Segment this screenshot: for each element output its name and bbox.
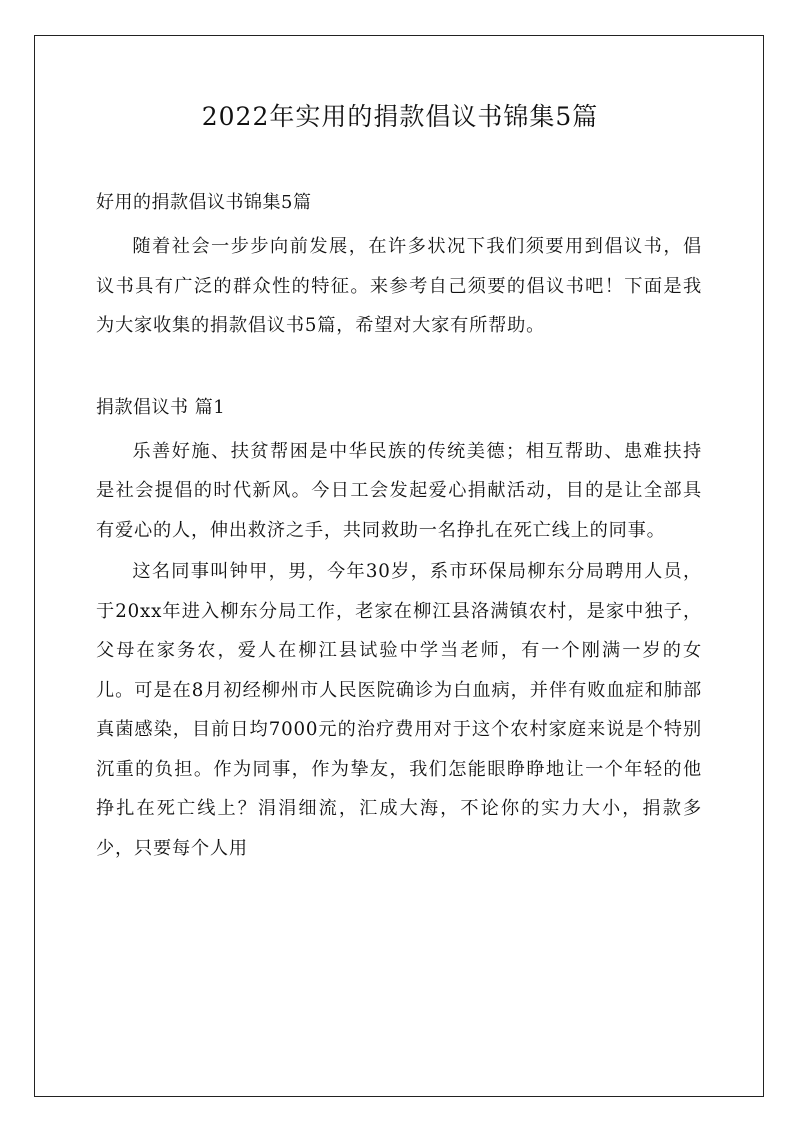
document-body bbox=[96, 185, 702, 868]
document-title: 2022年实用的捐款倡议书锦集5篇 bbox=[201, 102, 599, 131]
body-paragraph-2: 这名同事叫钟甲，男，今年30岁，系市环保局柳东分局聘用人员，于20xx年进入柳东分局工作，老家在柳江县洛满镇农村，是家中独子，父母在家务农，爱人在柳江县试验中学当老师，有一个刚满一岁的女儿。可是在8月初经柳州市人民医院确诊为白血病，并伴有败血症和肺部真菌感染，目前日均7000元的治疗费用对于这个农村家庭来说是个特别沉重的负担。作为同事，作为挚友，我们怎能眼睁睁地让一个年轻的他挣扎在死亡线上？涓涓细流，汇成大海，不论你的实力大小，捐款多少，只要每个人用 bbox=[96, 561, 702, 859]
section-heading: 捐款倡议书 篇1 bbox=[96, 396, 226, 418]
body-paragraph-1: 乐善好施、扶贫帮困是中华民族的传统美德；相互帮助、患难扶持是社会提倡的时代新风。今日工会发起爱心捐献活动，目的是让全部具有爱心的人，伸出救济之手，共同救助一名挣扎在死亡线上的同事。 bbox=[96, 440, 702, 541]
intro-paragraph: 随着社会一步步向前发展，在许多状况下我们须要用到倡议书，倡议书具有广泛的群众性的特征。来参考自己须要的倡议书吧！下面是我为大家收集的捐款倡议书5篇，希望对大家有所帮助。 bbox=[96, 236, 702, 336]
document-subtitle: 好用的捐款倡议书锦集5篇 bbox=[96, 192, 312, 213]
paragraph-spacer bbox=[96, 346, 702, 382]
